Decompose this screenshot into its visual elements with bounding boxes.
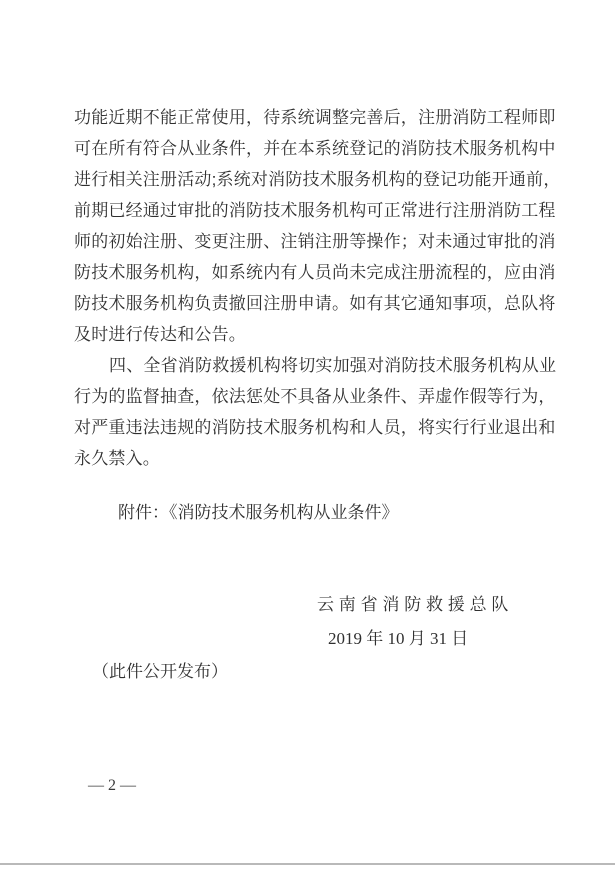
signature-date: 2019 年 10 月 31 日 [328, 629, 469, 648]
text-line: 四、全省消防救援机构将切实加强对消防技术服务机构从业 [109, 356, 557, 375]
text-line: 前期已经通过审批的消防技术服务机构可正常进行注册消防工程 [74, 201, 556, 220]
text-line: 可在所有符合从业条件，并在本系统登记的消防技术服务机构中 [74, 139, 556, 158]
signature-organization: 云南省消防救援总队 [317, 595, 514, 614]
attachment-reference: 附件：《消防技术服务机构从业条件》 [118, 503, 399, 522]
page-number: — 2 — [88, 777, 136, 794]
paragraph-continuation [74, 102, 561, 350]
text-line: 对严重违法违规的消防技术服务机构和人员，将实行行业退出和 [74, 418, 556, 437]
text-line: 防技术服务机构，如系统内有人员尚未完成注册流程的，应由消 [74, 263, 556, 282]
publish-note: （此件公开发布） [92, 662, 228, 681]
document-body [74, 102, 561, 474]
text-line: 防技术服务机构负责撤回注册申请。如有其它通知事项，总队将 [74, 294, 556, 313]
text-line: 行为的监督抽查，依法惩处不具备从业条件、弄虚作假等行为， [74, 387, 556, 406]
text-line: 功能近期不能正常使用，待系统调整完善后，注册消防工程师即 [74, 108, 556, 127]
text-line: 及时进行传达和公告。 [74, 325, 246, 344]
text-line: 永久禁入。 [74, 449, 160, 468]
paragraph-item-four [74, 350, 557, 474]
text-line: 师的初始注册、变更注册、注销注册等操作；对未通过审批的消 [74, 232, 556, 251]
page-edge-shadow [0, 863, 615, 865]
text-line: 进行相关注册活动;系统对消防技术服务机构的登记功能开通前， [74, 170, 561, 189]
